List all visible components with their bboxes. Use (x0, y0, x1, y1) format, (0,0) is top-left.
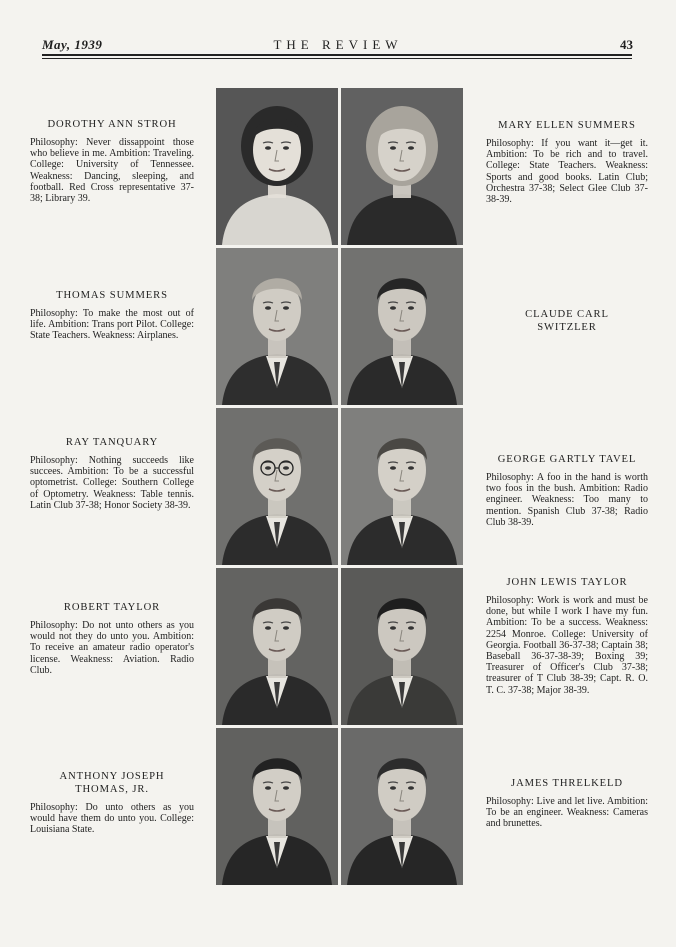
student-bio: Philosophy: Work is work and must be done, but while I work I have my fun. Ambition: To be a success. Weakness: 2254 Monroe. College: University of Georgia. Football 36-37-38; Captain 38; Baseball 36-37-38-39; Boxing 39; Treasurer of Officer's Club 37-38; treasurer of T Club 38-39; Capt. R. O. T. C. 37-38; Major 38-39. (486, 595, 648, 696)
student-name: JOHN LEWIS TAYLOR (506, 577, 628, 588)
entry-george-gartly-tavel (486, 453, 648, 528)
student-name-line: ANTHONY JOSEPH (59, 771, 165, 782)
student-bio: Philosophy: Live and let live. Ambition: To be an engineer. Weakness: Cameras and brunettes. (486, 796, 648, 830)
student-name: JAMES THRELKELD (511, 778, 623, 789)
portrait-robert-taylor (216, 568, 338, 725)
portrait-claude-carl-switzler (341, 248, 463, 405)
entry-dorothy-ann-stroh (30, 118, 194, 204)
portrait-anthony-joseph-thomas (216, 728, 338, 885)
portrait-george-gartly-tavel (341, 408, 463, 565)
student-bio: Philosophy: To make the most out of life. Ambition: Trans port Pilot. College: State Teachers. Weakness: Airplanes. (30, 308, 194, 342)
portrait-thomas-summers (216, 248, 338, 405)
student-name: DOROTHY ANN STROH (47, 119, 177, 130)
page-number: 43 (620, 37, 633, 52)
student-name (486, 308, 648, 334)
entry-mary-ellen-summers (486, 119, 648, 205)
student-name: GEORGE GARTLY TAVEL (497, 454, 637, 465)
student-bio: Philosophy: Do unto others as you would have them do unto you. College: Louisiana State. (30, 802, 194, 836)
student-name: ROBERT TAYLOR (63, 602, 161, 613)
issue-date: May, 1939 (42, 37, 103, 52)
student-name-line: SWITZLER (537, 322, 597, 333)
portrait-james-threlkeld (341, 728, 463, 885)
entry-ray-tanquary (30, 436, 194, 511)
entry-robert-taylor (30, 601, 194, 676)
student-name: MARY ELLEN SUMMERS (498, 120, 636, 131)
student-bio: Philosophy: If you want it—get it. Ambition: To be rich and to travel. College: State Teachers. Weakness: Sports and good books. Latin Club; Orchestra 37-38; Select Glee Club 37-38-39. (486, 138, 648, 206)
student-name (30, 770, 194, 796)
entry-thomas-summers (30, 289, 194, 342)
student-bio: Philosophy: Nothing succeeds like succees. Ambition: To be a successful optometrist. College: Southern College of Optometry. Weakness: Table tennis. Latin Club 37-38; Honor Society 38-39. (30, 455, 194, 511)
entry-claude-carl-switzler (486, 308, 648, 340)
student-bio: Philosophy: Never dissappoint those who believe in me. Ambition: Traveling. College: University of Tennessee. Weakness: Dancing, sleeping, and football. Red Cross representative 37-38; Library 39. (30, 137, 194, 205)
portrait-mary-ellen-summers (341, 88, 463, 245)
entry-anthony-joseph-thomas (30, 770, 194, 836)
publication-title: THE REVIEW (273, 37, 403, 52)
entry-james-threlkeld (486, 777, 648, 830)
entry-john-lewis-taylor (486, 576, 648, 696)
student-name: RAY TANQUARY (65, 437, 159, 448)
portrait-dorothy-ann-stroh (216, 88, 338, 245)
student-bio: Philosophy: Do not unto others as you would not they do unto you. Ambition: To receive an amateur radio operator's license. Weakness: Aviation. Radio Club. (30, 620, 194, 676)
header-rule-thick (42, 54, 632, 56)
student-name: THOMAS SUMMERS (56, 290, 168, 301)
portrait-john-lewis-taylor (341, 568, 463, 725)
header-rule-thin (42, 58, 632, 59)
page-header (0, 0, 676, 60)
portrait-ray-tanquary (216, 408, 338, 565)
student-bio: Philosophy: A foo in the hand is worth two foos in the bush. Ambition: Radio engineer. Weakness: Too many to mention. Spanish Club 37-38; Radio Club 38-39. (486, 472, 648, 528)
student-name-line: CLAUDE CARL (525, 309, 609, 320)
student-name-line: THOMAS, JR. (75, 784, 149, 795)
